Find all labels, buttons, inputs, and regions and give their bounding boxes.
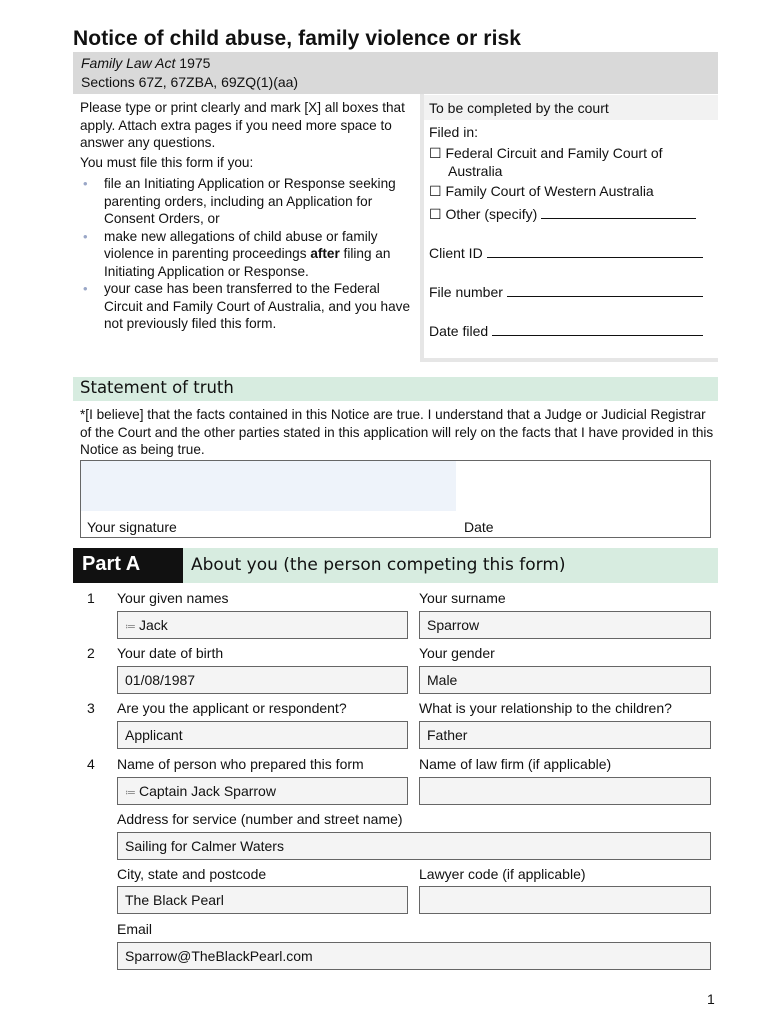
client-id-label: Client ID [429, 245, 483, 261]
date-of-birth-field[interactable] [117, 666, 408, 694]
court-option-label: Family Court of Western Australia [445, 183, 654, 199]
file-number-row [429, 283, 703, 300]
part-a-label: Part A [82, 553, 141, 575]
question-number: 2 [87, 645, 95, 661]
address-field[interactable] [117, 832, 711, 860]
gender-field[interactable] [419, 666, 711, 694]
court-option-label-cont: Australia [448, 163, 503, 179]
page-title: Notice of child abuse, family violence or risk [73, 27, 522, 50]
part-a-heading: About you (the person competing this form) [191, 555, 566, 575]
act-name-line [81, 55, 210, 71]
email-field[interactable] [117, 942, 711, 970]
filing-conditions-list [80, 175, 420, 333]
emphasis-text: after [310, 246, 340, 261]
instructions-text: Please type or print clearly and mark [X] all boxes that apply. Attach extra pages if you need more space to answer any questions. [80, 100, 405, 150]
act-sections: Sections 67Z, 67ZBA, 69ZQ(1)(aa) [81, 74, 299, 90]
lawyer-code-label: Lawyer code (if applicable) [419, 866, 586, 882]
question-number: 1 [87, 590, 95, 606]
field-value: Sparrow [427, 617, 480, 633]
field-value: Applicant [125, 727, 183, 743]
signature-field[interactable] [81, 461, 456, 511]
part-a-header [183, 548, 718, 583]
field-value: Captain Jack Sparrow [139, 783, 276, 799]
given-names-field[interactable] [117, 611, 408, 639]
field-value: Sailing for Calmer Waters [125, 838, 284, 854]
part-a-badge [73, 548, 183, 583]
list-item-text: make new allegations of child abuse or family violence in parenting proceedings [104, 228, 378, 261]
court-option-other[interactable] [429, 205, 696, 223]
court-option-label: Federal Circuit and Family Court of [445, 145, 663, 161]
filed-in-label: Filed in: [429, 124, 479, 140]
statement-section-header [73, 377, 718, 401]
list-item [80, 175, 420, 228]
surname-label: Your surname [419, 590, 506, 606]
list-item-text: file an Initiating Application or Response seeking parenting orders, including an Application for Consent Orders, or [104, 176, 396, 226]
city-field[interactable] [117, 886, 408, 914]
field-value: Jack [139, 617, 168, 633]
preparer-name-label: Name of person who prepared this form [117, 756, 364, 772]
act-name: Family Law Act [81, 55, 176, 71]
field-value: Male [427, 672, 458, 688]
law-firm-label: Name of law firm (if applicable) [419, 756, 612, 772]
list-item-text: your case has been transferred to the Federal Circuit and Family Court of Australia, and you have not previously filed this form. [104, 281, 411, 331]
law-firm-field[interactable] [419, 777, 711, 805]
question-number: 4 [87, 756, 95, 772]
must-file-text: You must file this form if you: [80, 154, 254, 170]
date-label: Date [464, 519, 494, 535]
bullet-icon: • [83, 228, 88, 244]
list-icon: ≔ [125, 621, 135, 633]
court-option-fcwa[interactable] [429, 183, 654, 200]
preparer-name-field[interactable] [117, 777, 408, 805]
surname-field[interactable] [419, 611, 711, 639]
date-filed-row [429, 322, 703, 339]
court-option-fcfca[interactable] [429, 145, 663, 162]
bullet-icon: • [83, 281, 88, 296]
file-number-line[interactable] [507, 283, 703, 297]
field-value: Father [427, 727, 468, 743]
given-names-label: Your given names [117, 590, 229, 606]
court-option-label: Other (specify) [445, 206, 538, 222]
list-icon: ≔ [125, 787, 135, 799]
file-number-label: File number [429, 284, 503, 300]
applicant-respondent-label: Are you the applicant or respondent? [117, 700, 347, 716]
other-specify-line[interactable] [541, 205, 696, 219]
date-filed-label: Date filed [429, 323, 489, 339]
act-year: 1975 [175, 55, 211, 71]
checkbox-icon[interactable]: ☐ [429, 206, 442, 222]
court-panel-heading: To be completed by the court [429, 100, 609, 116]
checkbox-icon[interactable]: ☐ [429, 145, 442, 161]
question-number: 3 [87, 700, 95, 716]
field-value: 01/08/1987 [125, 672, 196, 688]
date-filed-line[interactable] [492, 322, 703, 336]
gender-label: Your gender [419, 645, 495, 661]
bullet-icon: • [83, 176, 88, 191]
field-value: The Black Pearl [125, 892, 224, 908]
list-item-text: filing an Initiating Application or Response. [104, 246, 391, 279]
statement-text: *[I believe] that the facts contained in this Notice are true. I understand that a Judge or Judicial Registrar of the Court and the other parties stated in this application will rely on the facts that I have provided in this Notice as being true. [80, 407, 714, 457]
field-value: Sparrow@TheBlackPearl.com [125, 948, 313, 964]
address-label: Address for service (number and street name) [117, 811, 403, 827]
city-label: City, state and postcode [117, 866, 267, 882]
list-item [80, 228, 420, 281]
lawyer-code-field[interactable] [419, 886, 711, 914]
client-id-line[interactable] [487, 244, 703, 258]
page-number: 1 [707, 991, 715, 1007]
date-of-birth-label: Your date of birth [117, 645, 224, 661]
list-item [80, 280, 420, 333]
client-id-row [429, 244, 703, 261]
relationship-field[interactable] [419, 721, 711, 749]
checkbox-icon[interactable]: ☐ [429, 183, 442, 199]
applicant-respondent-field[interactable] [117, 721, 408, 749]
signature-label: Your signature [87, 519, 177, 535]
instructions-block [80, 99, 420, 333]
email-label: Email [117, 921, 153, 937]
section-title: Statement of truth [80, 378, 234, 397]
relationship-label: What is your relationship to the children? [419, 700, 672, 716]
